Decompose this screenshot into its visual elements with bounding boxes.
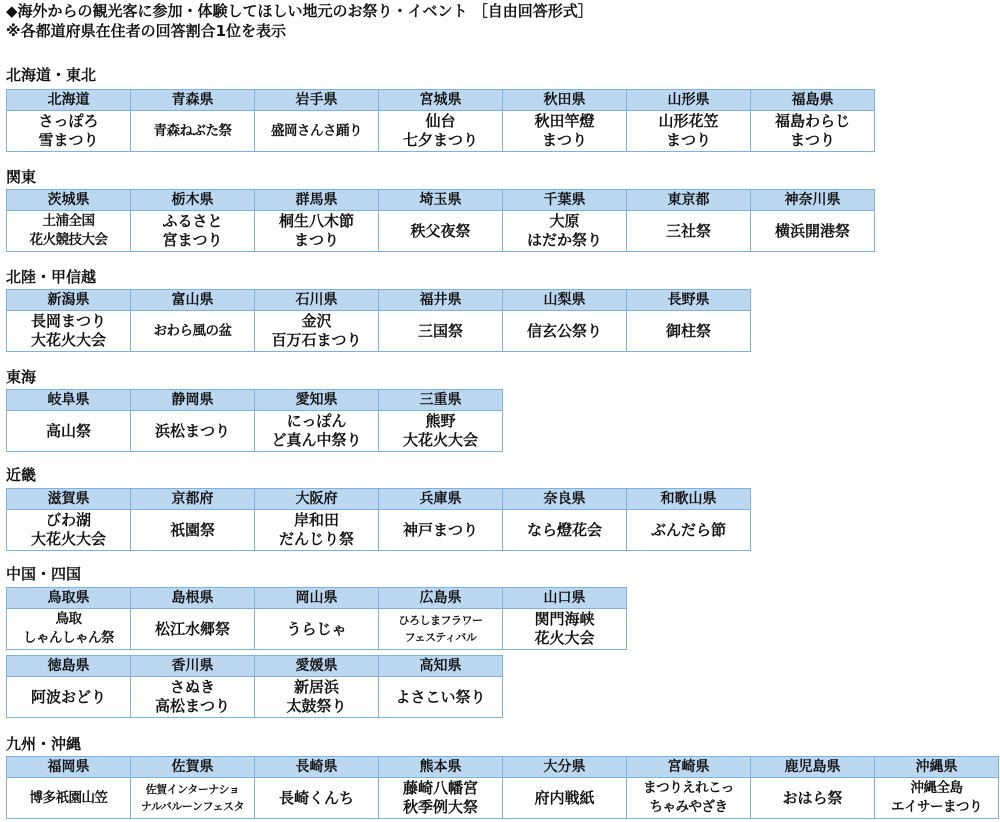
prefecture-header: 長崎県 [255, 757, 379, 778]
prefecture-header: 京都府 [131, 489, 255, 510]
festival-cell: よさこい祭り [379, 677, 503, 718]
prefecture-table-kinki [6, 488, 751, 551]
prefecture-header: 東京都 [627, 190, 751, 211]
festival-cell: ひろしまフラワー フェスティバル [379, 609, 503, 650]
prefecture-header: 長野県 [627, 290, 751, 311]
festival-cell: 関門海峡 花火大会 [503, 609, 627, 650]
prefecture-header: 青森県 [131, 90, 255, 111]
prefecture-header: 徳島県 [7, 656, 131, 677]
festival-cell: 長崎くんち [255, 778, 379, 819]
festival-cell: 山形花笠 まつり [627, 111, 751, 152]
festival-cell: さっぽろ 雪まつり [7, 111, 131, 152]
prefecture-header: 千葉県 [503, 190, 627, 211]
festival-cell: 仙台 七夕まつり [379, 111, 503, 152]
festival-cell: 青森ねぶた祭 [131, 111, 255, 152]
festival-cell: うらじゃ [255, 609, 379, 650]
prefecture-table-kyushu-okinawa [6, 756, 999, 819]
prefecture-header: 愛知県 [255, 390, 379, 411]
prefecture-header: 広島県 [379, 588, 503, 609]
festival-cell: おわら風の盆 [131, 311, 255, 352]
festival-cell: 岸和田 だんじり祭 [255, 510, 379, 551]
festival-cell: 秋田竿燈 まつり [503, 111, 627, 152]
region-label-kinki: 近畿 [6, 466, 37, 484]
prefecture-header: 茨城県 [7, 190, 131, 211]
festival-cell: 博多祇園山笠 [7, 778, 131, 819]
prefecture-header: 大阪府 [255, 489, 379, 510]
prefecture-header: 沖縄県 [875, 757, 999, 778]
region-label-kanto: 関東 [6, 168, 37, 186]
festival-cell: 土浦全国 花火競技大会 [7, 211, 131, 252]
page-title: ◆海外からの観光客に参加・体験してほしい地元のお祭り・イベント ［自由回答形式］ [6, 2, 593, 20]
prefecture-table-hokkaido-tohoku [6, 89, 875, 152]
festival-cell: 高山祭 [7, 411, 131, 452]
prefecture-header: 秋田県 [503, 90, 627, 111]
prefecture-header: 宮城県 [379, 90, 503, 111]
festival-cell: ふるさと 宮まつり [131, 211, 255, 252]
prefecture-header: 石川県 [255, 290, 379, 311]
prefecture-header: 大分県 [503, 757, 627, 778]
festival-cell: 府内戦紙 [503, 778, 627, 819]
festival-cell: なら燈花会 [503, 510, 627, 551]
region-label-hokuriku-koshinetsu: 北陸・甲信越 [6, 268, 97, 286]
festival-cell: 藤崎八幡宮 秋季例大祭 [379, 778, 503, 819]
festival-cell: 三国祭 [379, 311, 503, 352]
festival-cell: 新居浜 太鼓祭り [255, 677, 379, 718]
festival-cell: 沖縄全島 エイサーまつり [875, 778, 999, 819]
prefecture-header: 新潟県 [7, 290, 131, 311]
prefecture-header: 岩手県 [255, 90, 379, 111]
prefecture-header: 岡山県 [255, 588, 379, 609]
festival-cell: びわ湖 大花火大会 [7, 510, 131, 551]
prefecture-header: 山口県 [503, 588, 627, 609]
prefecture-header: 岐阜県 [7, 390, 131, 411]
prefecture-header: 神奈川県 [751, 190, 875, 211]
prefecture-header: 香川県 [131, 656, 255, 677]
festival-cell: 神戸まつり [379, 510, 503, 551]
prefecture-header: 鳥取県 [7, 588, 131, 609]
prefecture-header: 山形県 [627, 90, 751, 111]
festival-cell: 松江水郷祭 [131, 609, 255, 650]
prefecture-header: 愛媛県 [255, 656, 379, 677]
prefecture-header: 高知県 [379, 656, 503, 677]
prefecture-header: 兵庫県 [379, 489, 503, 510]
festival-cell: 御柱祭 [627, 311, 751, 352]
prefecture-header: 佐賀県 [131, 757, 255, 778]
prefecture-header: 静岡県 [131, 390, 255, 411]
festival-cell: 熊野 大花火大会 [379, 411, 503, 452]
festival-cell: 盛岡さんさ踊り [255, 111, 379, 152]
prefecture-header: 山梨県 [503, 290, 627, 311]
prefecture-header: 福岡県 [7, 757, 131, 778]
festival-cell: 長岡まつり 大花火大会 [7, 311, 131, 352]
festival-cell: 横浜開港祭 [751, 211, 875, 252]
region-label-hokkaido-tohoku: 北海道・東北 [6, 66, 97, 84]
prefecture-table-kanto [6, 189, 875, 252]
prefecture-header: 群馬県 [255, 190, 379, 211]
prefecture-header: 和歌山県 [627, 489, 751, 510]
festival-cell: 桐生八木節 まつり [255, 211, 379, 252]
festival-cell: 秩父夜祭 [379, 211, 503, 252]
region-label-chugoku-shikoku: 中国・四国 [6, 565, 82, 583]
prefecture-header: 熊本県 [379, 757, 503, 778]
prefecture-header: 福井県 [379, 290, 503, 311]
festival-cell: 浜松まつり [131, 411, 255, 452]
prefecture-header: 北海道 [7, 90, 131, 111]
prefecture-header: 栃木県 [131, 190, 255, 211]
prefecture-table-chugoku [6, 587, 627, 650]
prefecture-header: 鹿児島県 [751, 757, 875, 778]
prefecture-header: 滋賀県 [7, 489, 131, 510]
region-label-kyushu-okinawa: 九州・沖縄 [6, 735, 82, 753]
prefecture-table-shikoku [6, 655, 503, 718]
festival-cell: 三社祭 [627, 211, 751, 252]
prefecture-table-hokuriku-koshinetsu [6, 289, 751, 352]
prefecture-header: 埼玉県 [379, 190, 503, 211]
festival-cell: 金沢 百万石まつり [255, 311, 379, 352]
festival-cell: ぶんだら節 [627, 510, 751, 551]
prefecture-header: 奈良県 [503, 489, 627, 510]
prefecture-header: 福島県 [751, 90, 875, 111]
festival-cell: 福島わらじ まつり [751, 111, 875, 152]
festival-cell: にっぽん ど真ん中祭り [255, 411, 379, 452]
prefecture-table-tokai [6, 389, 503, 452]
festival-cell: 祇園祭 [131, 510, 255, 551]
festival-cell: さぬき 高松まつり [131, 677, 255, 718]
prefecture-header: 三重県 [379, 390, 503, 411]
page-subtitle: ※各都道府県在住者の回答割合1位を表示 [6, 22, 287, 40]
prefecture-header: 富山県 [131, 290, 255, 311]
prefecture-header: 島根県 [131, 588, 255, 609]
festival-cell: まつりえれこっ ちゃみやざき [627, 778, 751, 819]
festival-cell: 阿波おどり [7, 677, 131, 718]
festival-cell: 大原 はだか祭り [503, 211, 627, 252]
festival-cell: 佐賀インターナショ ナルバルーンフェスタ [131, 778, 255, 819]
prefecture-header: 宮崎県 [627, 757, 751, 778]
festival-cell: 信玄公祭り [503, 311, 627, 352]
region-label-tokai: 東海 [6, 368, 37, 386]
festival-cell: おはら祭 [751, 778, 875, 819]
festival-cell: 鳥取 しゃんしゃん祭 [7, 609, 131, 650]
